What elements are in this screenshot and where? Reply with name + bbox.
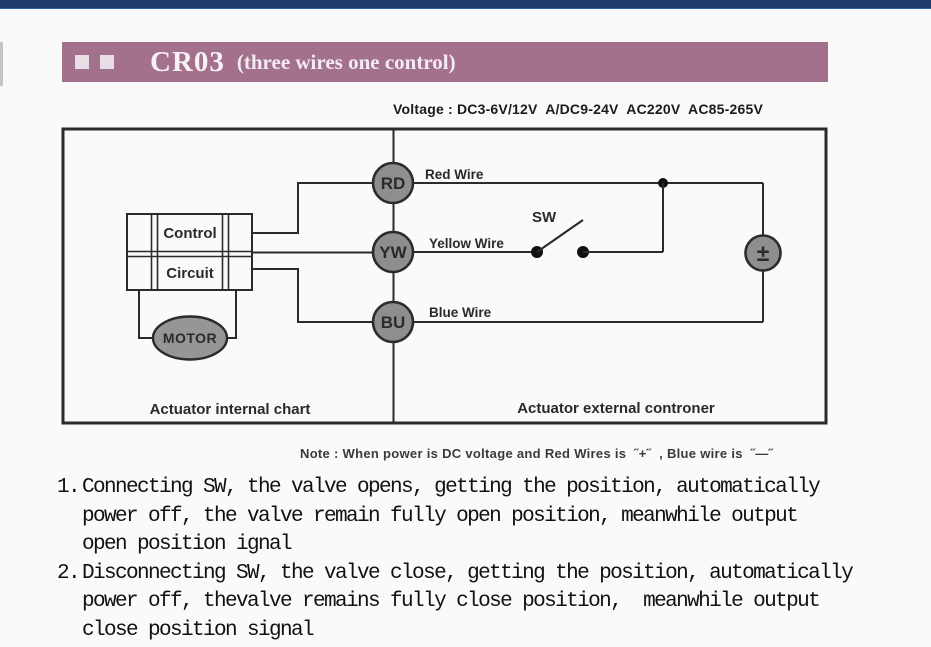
note-label: Note : When power is DC voltage and Red Wires is ˝+˝ , Blue wire is ˝—˝ — [300, 446, 774, 461]
terminal-bu-label: BU — [380, 313, 406, 332]
item-line: Connecting SW, the valve opens, getting the position, automatically — [82, 476, 820, 499]
item-line: power off, the valve remain fully open position, meanwhile output — [82, 504, 798, 528]
external-controller-caption: Actuator external controner — [517, 400, 715, 417]
list-item — [57, 560, 917, 646]
polarity-symbol: ± — [756, 240, 770, 266]
item-line: close position signal — [82, 618, 314, 642]
item-number: 2. — [57, 561, 80, 585]
control-label: Control — [163, 225, 217, 242]
item-line: power off, thevalve remains fully close position, meanwhile output — [82, 590, 820, 613]
item-line: open position ignal — [82, 533, 292, 556]
terminal-rd-label: RD — [380, 174, 406, 193]
motor-left-wire — [139, 290, 153, 338]
blue-wire-label: Blue Wire — [429, 305, 492, 320]
circuit-label: Circuit — [166, 265, 214, 282]
yellow-wire-label: Yellow Wire — [429, 236, 504, 251]
control-to-rd-wire — [252, 183, 373, 233]
item-number: 1. — [57, 476, 80, 499]
sw-label: SW — [532, 209, 557, 226]
section-subtitle: (three wires one control) — [236, 50, 456, 74]
red-wire-label: Red Wire — [425, 167, 484, 182]
voltage-label: Voltage : DC3-6V/12V A/DC9-24V AC220V AC85-265V — [393, 101, 763, 117]
control-circuit-box — [127, 214, 252, 290]
list-item — [57, 474, 917, 560]
section-title: CR03 — [150, 46, 225, 78]
terminal-yw-label: YW — [379, 243, 407, 262]
internal-chart-caption: Actuator internal chart — [149, 401, 311, 418]
motor-label: MOTOR — [162, 330, 218, 346]
circuit-to-bu-wire — [252, 269, 373, 322]
motor-right-wire — [227, 290, 236, 338]
instruction-list — [57, 474, 917, 645]
item-line: Disconnecting SW, the valve close, getting the position, automatically — [82, 561, 853, 585]
